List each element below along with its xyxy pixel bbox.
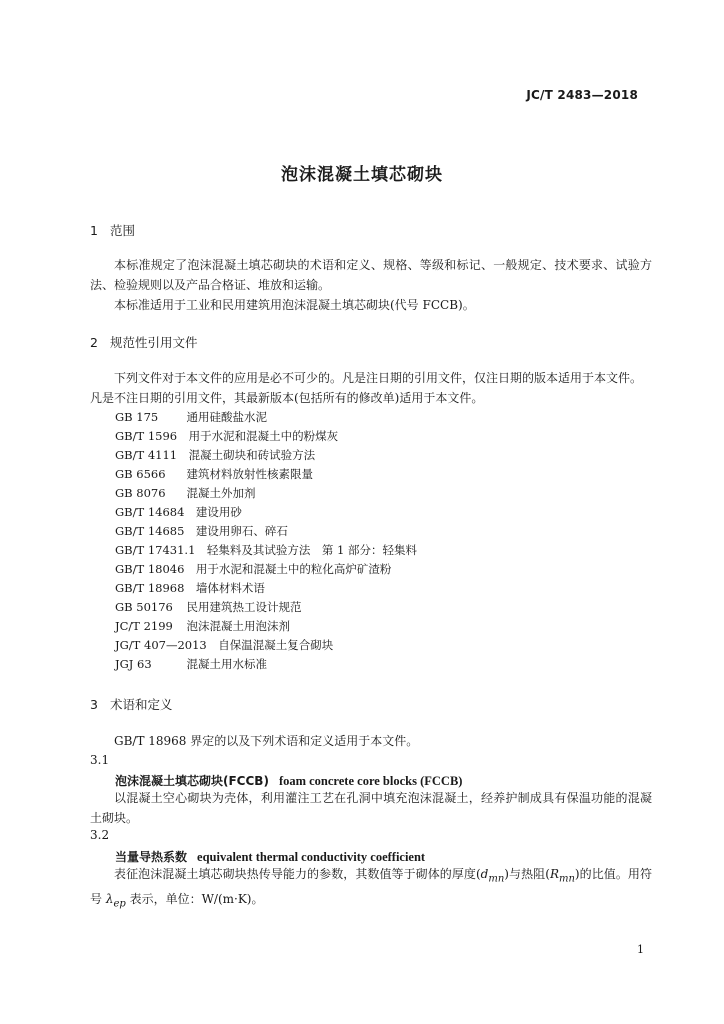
reference-code: JGJ 63: [115, 657, 152, 671]
reference-name: 建设用砂: [195, 505, 242, 519]
reference-name: 轻集料及其试验方法 第 1 部分：轻集料: [206, 543, 418, 557]
symbol-d: d: [480, 867, 489, 881]
term-heading: [115, 848, 425, 865]
reference-name: 建筑材料放射性核素限量: [186, 467, 313, 481]
reference-item: [115, 656, 267, 672]
symbol-d-subscript: mn: [488, 873, 505, 885]
reference-item: [115, 542, 417, 558]
symbol-r: R: [549, 867, 559, 881]
reference-name: 用于水泥和混凝土中的粉煤灰: [188, 429, 339, 443]
scope-paragraph-2: 本标准适用于工业和民用建筑用泡沫混凝土填芯砌块(代号 FCCB)。: [114, 298, 475, 312]
reference-name: 民用建筑热工设计规范: [186, 600, 302, 614]
reference-item: [115, 618, 290, 634]
section-number: 3: [90, 697, 98, 712]
term-number: 3.1: [90, 753, 110, 767]
reference-name: 自保温混凝土复合砌块: [218, 638, 334, 652]
reference-code: GB/T 18046: [115, 562, 185, 576]
term-heading: [115, 772, 462, 789]
references-intro-line-2: 凡是不注日期的引用文件，其最新版本(包括所有的修改单)适用于本文件。: [90, 391, 484, 405]
reference-code: JG/T 407—2013: [115, 638, 207, 652]
symbol-r-subscript: mn: [558, 873, 575, 885]
symbol-lambda-subscript: ep: [113, 898, 126, 910]
reference-code: GB/T 18968: [115, 581, 185, 595]
reference-item: [115, 599, 302, 615]
definition-text: 表示，单位：W/(m·K)。: [125, 892, 264, 907]
reference-item: [115, 504, 242, 520]
reference-code: GB/T 14685: [115, 524, 185, 538]
reference-item: [115, 580, 265, 596]
reference-code: GB/T 14684: [115, 505, 185, 519]
definition-text: )与热阻(: [504, 867, 550, 881]
reference-item: [115, 428, 338, 444]
reference-code: GB 8076: [115, 486, 166, 500]
standard-code: JC/T 2483—2018: [526, 88, 638, 102]
document-title: 泡沫混凝土填芯砌块: [281, 165, 443, 185]
section-title: 术语和定义: [110, 697, 173, 712]
section-title: 规范性引用文件: [110, 335, 198, 350]
reference-item: [115, 637, 333, 653]
reference-name: 墙体材料术语: [195, 581, 265, 595]
reference-name: 用于水泥和混凝土中的粒化高炉矿渣粉: [195, 562, 392, 576]
reference-name: 混凝土外加剂: [186, 486, 256, 500]
term-definition: [90, 864, 652, 915]
reference-code: JC/T 2199: [115, 619, 173, 633]
page-number: 1: [637, 943, 644, 956]
section-title: 范围: [110, 223, 136, 238]
term-definition: 以混凝土空心砌块为壳体，利用灌注工艺在孔洞中填充泡沫混凝土，经养护制成具有保温功能的混凝土砌块。: [90, 791, 652, 825]
reference-item: [115, 523, 288, 539]
reference-code: GB/T 1596: [115, 429, 178, 443]
section-number: 1: [90, 223, 98, 238]
section-number: 2: [90, 335, 98, 350]
reference-name: 通用硅酸盐水泥: [186, 410, 267, 424]
references-intro-line-1: 下列文件对于本文件的应用是必不可少的。凡是注日期的引用文件，仅注日期的版本适用于本文件。: [114, 371, 643, 385]
definition-text: )的比值。用符号: [90, 867, 653, 907]
terms-intro: GB/T 18968 界定的以及下列术语和定义适用于本文件。: [114, 734, 419, 748]
section-2-heading: [90, 333, 198, 351]
reference-code: GB 6566: [115, 467, 166, 481]
reference-code: GB/T 17431.1: [115, 543, 196, 557]
reference-item: [115, 466, 313, 482]
term-zh: 当量导热系数: [115, 850, 188, 864]
term-en: equivalent thermal conductivity coefficient: [197, 850, 426, 864]
reference-name: 建设用卵石、碎石: [195, 524, 288, 538]
term-number: 3.2: [90, 828, 110, 842]
reference-item: [115, 409, 267, 425]
reference-name: 混凝土用水标准: [186, 657, 267, 671]
reference-code: GB 50176: [115, 600, 173, 614]
term-en: foam concrete core blocks (FCCB): [278, 774, 463, 788]
reference-item: [115, 485, 256, 501]
reference-name: 混凝土砌块和砖试验方法: [188, 448, 316, 462]
reference-item: [115, 561, 391, 577]
definition-text: 表征泡沫混凝土填芯砌块热传导能力的参数，其数值等于砌体的厚度(: [114, 867, 481, 881]
reference-name: 泡沫混凝土用泡沫剂: [186, 619, 290, 633]
section-1-heading: [90, 221, 135, 239]
section-3-heading: [90, 695, 173, 713]
reference-code: GB/T 4111: [115, 448, 178, 462]
symbol-lambda: λ: [105, 892, 114, 907]
reference-item: [115, 447, 315, 463]
scope-paragraph-1: 本标准规定了泡沫混凝土填芯砌块的术语和定义、规格、等级和标记、一般规定、技术要求、试验方法、检验规则以及产品合格证、堆放和运输。: [90, 258, 652, 292]
reference-code: GB 175: [115, 410, 159, 424]
term-zh: 泡沫混凝土填芯砌块(FCCB): [115, 774, 269, 788]
